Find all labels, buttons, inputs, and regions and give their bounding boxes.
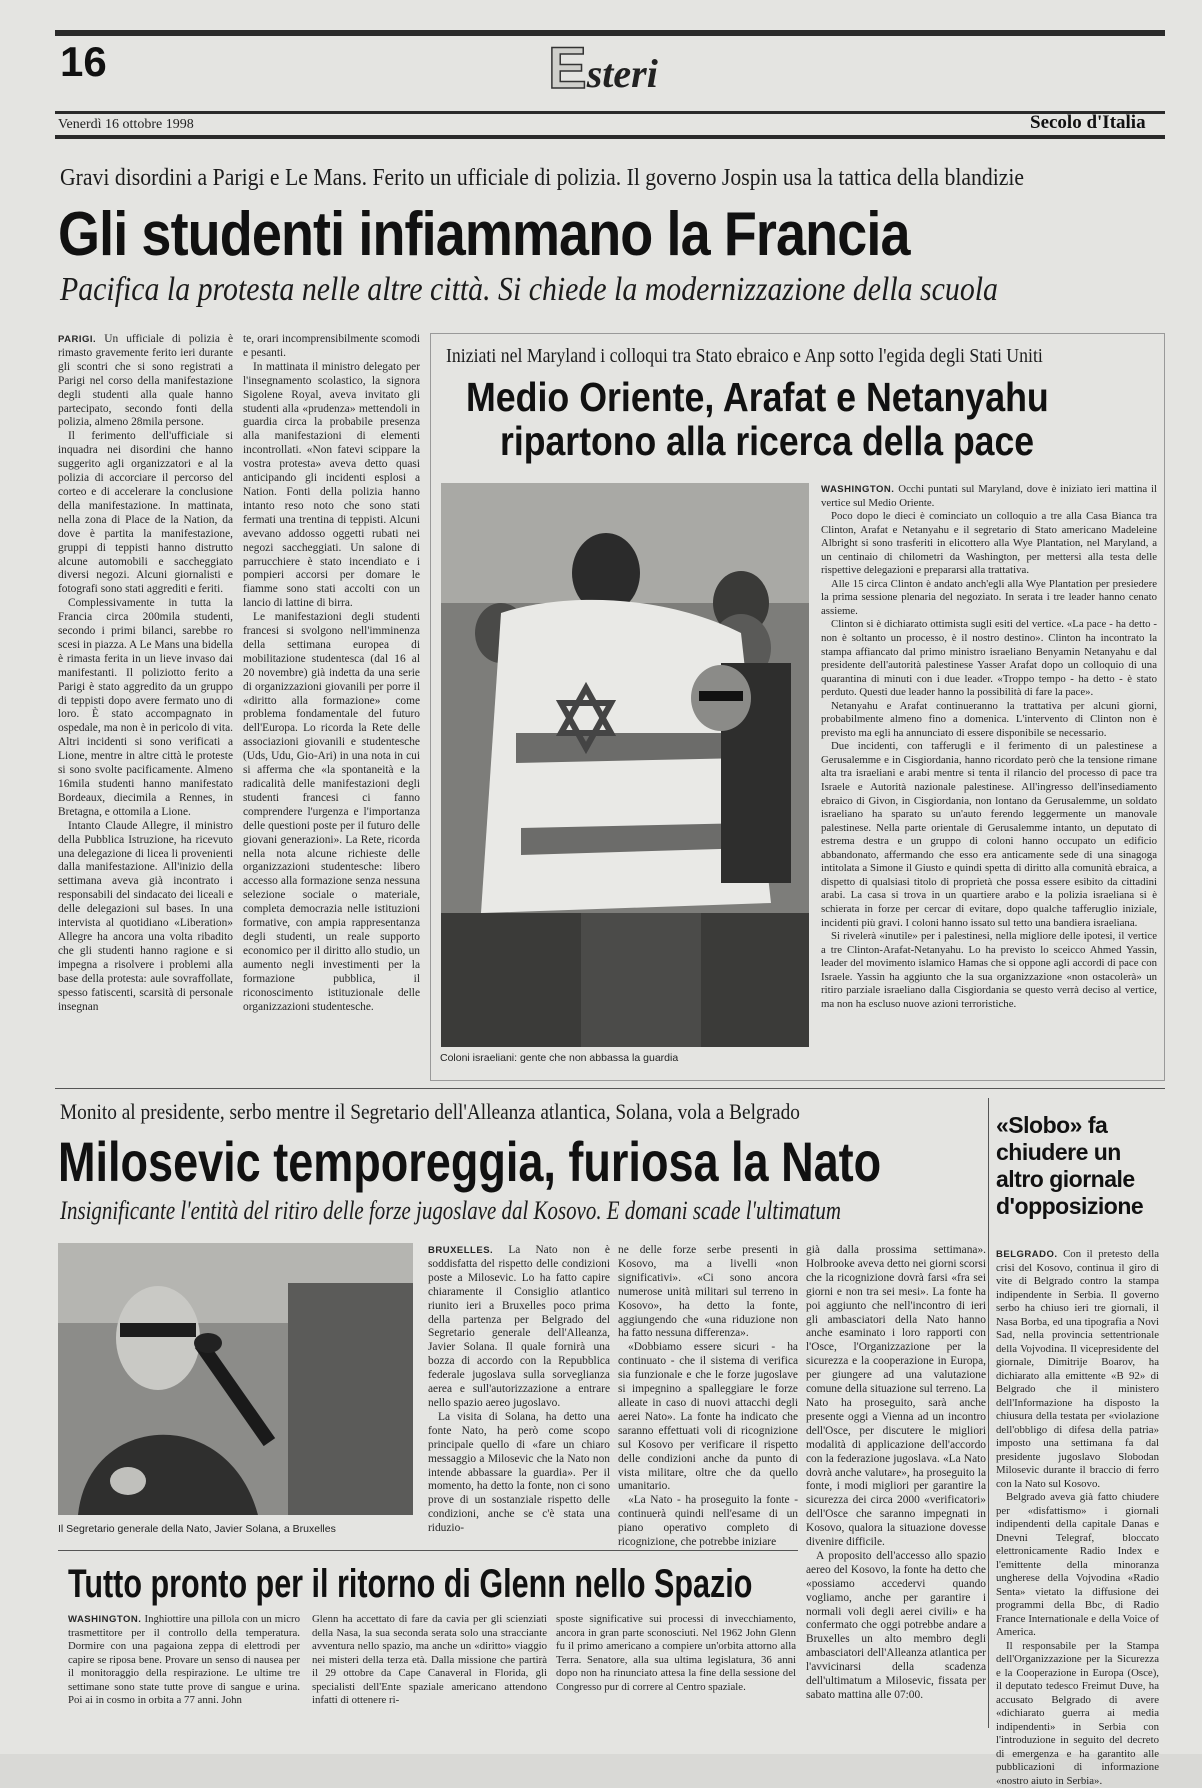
slobo-paragraph: Con il pretesto della crisi del Kosovo, continua il giro di vite di Belgrado contro la stampa indipendente in Serbia. Il governo serbo ha chiuso ieri tre giornali, il Nasa Borba, ed una tipografia a Novi Sad, nella provincia settentrionale della Vojvodina. Il vicepresidente del giornale, Dimitrije Boarov, ha dichiarato alla emittente «B 92» di Belgrado che il ministero dell'Informazione ha disposto la chiusura della testata per «violazione dell'obbligo di difesa della patria» imposto una settimana fa dal presidente jugoslavo Slobodan Milosevic durante il braccio di ferro con la Nato sul Kosovo. — [996, 1248, 1159, 1490]
top-rule — [55, 30, 1165, 36]
lead-dateline: PARIGI. — [58, 334, 96, 345]
issue-date: Venerdì 16 ottobre 1998 — [58, 117, 194, 133]
lead-paragraph: Il ferimento dell'ufficiale si inquadra nei disordini che hanno suggerito agli organizzatori e al la polizia di accorciare il percorso del corteo e di accelerare la conclusione della manifestazione. In mattinata, nella zona di Place de la Nation, da dove è partita la manifestazione, gruppi di teppisti hanno distrutto alcune automobili e saccheggiato diversi negozi. Alcuni giornalisti e fotografi sono stati aggrediti e feriti. — [58, 430, 233, 597]
nato-paragraph: La visita di Solana, ha detto una fonte Nato, ha però come scopo principale quello di «fare un chiaro messaggio a Milosevic che la Nato non intende abbassare la guardia». Per il momento, ha detto la fonte, non ci sono prove di un sostanziale rispetto delle condizioni, anche se c'è stata una riduzio- — [428, 1411, 610, 1536]
section-title — [548, 40, 658, 98]
mideast-headline-1: Medio Oriente, Arafat e Netanyahu — [466, 374, 1049, 421]
mideast-kicker: Iniziati nel Maryland i colloqui tra Stato ebraico e Anp sotto l'egida degli Stati Uniti — [446, 345, 1043, 368]
mideast-paragraph: Netanyahu e Arafat continueranno la trattativa per alcuni giorni, probabilmente almeno fino a domenica. L'intervento di Clinton non è previsto ma egli ha annunciato di essere disponibile se necessario. — [821, 700, 1157, 741]
mideast-paragraph: Alle 15 circa Clinton è andato anch'egli alla Wye Plantation per presiedere la prima sessione plenaria del negoziato. In serata i tre leader hanno cenato assieme. — [821, 578, 1157, 619]
nato-headline: Milosevic temporeggia, furiosa la Nato — [58, 1129, 881, 1194]
slobo-headline: «Slobo» fa chiudere un altro giornale d'opposizione — [996, 1112, 1164, 1220]
page-number: 16 — [60, 38, 107, 86]
slobo-body — [996, 1248, 1159, 1728]
mideast-paragraph: Due incidenti, con tafferugli e il ferimento di un palestinese a Gerusalemme e in Cisgiordania, hanno ricordato però che la tensione rimane alta tra israeliani e arabi mentre si tenta il rilancio del processo di pace tra Israele e Autorità nazionale palestinese. All'ingresso dell'insediamento ebraico di Givon, in Cisgiordania, non lontano da Gerusalemme, un soldato israeliano ha sparato su un'auto ferendo leggermente un manovale palestinese. Nella parte orientale di Gerusalemme intanto, un deputato di estrema destra e un gruppo di coloni hanno occupato un edificio abbandonato, affermando che esso era anticamente sede di una sinagoga intitolata a Simone il Giusto e quindi spetta di diritto alla comunità ebraica, a dispetto di qualsiasi titolo di proprietà che possa essere esibito da cittadini arabi. La casa si trova in un quartiere arabo e la polizia israeliana si è schierata in forze per cercar di evitare, dopo qualche tafferuglio iniziale, incidenti più gravi. I coloni hanno issato sul tetto una bandiera israeliana. — [821, 740, 1157, 930]
glenn-column-2 — [312, 1613, 547, 1721]
section-rest: steri — [587, 51, 658, 96]
nato-subhead: Insignificante l'entità del ritiro delle forze jugoslave dal Kosovo. E domani scade l'ultimatum — [60, 1195, 841, 1226]
mideast-paragraph: Occhi puntati sul Maryland, dove è iniziato ieri mattina il vertice sul Medio Oriente. — [821, 483, 1157, 509]
mideast-paragraph: Clinton si è dichiarato ottimista sugli esiti del vertice. «La pace - ha detto - non è soltanto un processo, è il nostro destino». Clinton ha incontrato la stampa affiancato dal primo ministro israeliano Benyamin Netanyahu e dal presidente dell'autorità palestinese Yasser Arafat dopo un colloquio di una quarantina di minuti con i due leader. «Troppo tempo - ha detto - è stato perduto. Questi due leader hanno la possibilità di fare la pace». — [821, 618, 1157, 699]
sidebar-divider — [988, 1098, 989, 1728]
lead-paragraph: Le manifestazioni degli studenti francesi si svolgono nell'imminenza della settimana europea di mobilitazione studentesca (dal 16 al 20 novembre) già indetta da una serie di organizzazioni giovanili per porre il «diritto alla formazione» come problema fondamentale del futuro dell'Europa. Lo ricorda la Rete delle associazioni giovanili e studentesche (Uds, Udu, Gio-Ari) in una nota in cui si afferma che «la spontaneità e la radicalità delle manifestazioni degli studenti francesi ci fanno comprendere l'urgenza e l'importanza delle questioni poste per il futuro delle giovani generazioni». La Rete, ricorda nella nota alcune richieste delle organizzazioni studentesche: libero accesso alla formazione senza nessuna selezione sociale o materiale, completa democrazia nelle istituzioni formative, con ampia rappresentanza degli studenti, un reale supporto economico per il diritto allo studio, un aumento negli investimenti per la formazione pubblica, il riconoscimento istituzionale delle organizzazioni studentesche. — [243, 611, 420, 1014]
date-rule — [55, 135, 1165, 139]
mideast-dateline: WASHINGTON. — [821, 484, 894, 495]
nato-paragraph: La Nato non è soddisfatta del rispetto delle condizioni poste a Milosevic. Lo ha fatto capire chiaramente il Consiglio atlantico riunito ieri a Bruxelles poco prima della partenza per Belgrado del Segretario generale dell'Alleanza, Javier Solana. Il quale fornirà una bozza di accordo con la Repubblica federale jugoslava sulla sorveglianza aerea e sull'autorizzazione a entrare nello spazio aereo jugoslavo. — [428, 1244, 610, 1409]
nato-dateline: BRUXELLES. — [428, 1245, 493, 1256]
lead-column-1 — [58, 333, 233, 1075]
slobo-paragraph: Belgrado aveva già fatto chiudere per «disfattismo» i giornali indipendenti della capitale Danas e Dnevni Telegraf, bloccato elettronicamente Radio Index e l'emittente della minoranza ungherese della Vojvodina «Radio Senta» vietato la diffusione dei programmi della Bbc, di Radio France Internationale e della Voice of America. — [996, 1491, 1159, 1640]
mideast-paragraph: Poco dopo le dieci è cominciato un colloquio a tre alla Casa Bianca tra Clinton, Arafat e Netanyahu e il segretario di Stato americano Madeleine Albright si sono trasferiti in elicottero alla Wye Plantation, nel Maryland, a un centinaio di chilometri da Washington, per mettersi alla testa delle rispettive delegazioni e prepararsi alla trattativa. — [821, 510, 1157, 578]
lead-column-2 — [243, 333, 420, 1075]
lead-paragraph: In mattinata il ministro delegato per l'insegnamento scolastico, la signora Sigolene Royal, aveva invitato gli studenti alla «prudenza» mettendoli in guardia circa la probabile presenza alla manifestazioni di elementi incontrollati. «Non fatevi scippare la vostra protesta» aveva detto quasi anticipando gli incidenti esplosi a Nation. Fonti della polizia hanno intanto reso noto che sono stati fermati una trentina di teppisti. Alcuni avevano addosso oggetti rubati nei negozi saccheggiati. Un salone di parrucchiere è stato incendiato e i pompieri accorsi per domare le fiamme sono stati accolti con un lancio di lattine di birra. — [243, 361, 420, 611]
glenn-paragraph: Glenn ha accettato di fare da cavia per gli scienziati della Nasa, la sua seconda serata solo una stracciante avventura nello spazio, ma anche un «diritto» viaggio nei misteri della terza età. Dalla missione che partirà il 29 ottobre da Cape Canaveral in Florida, gli specialisti dell'Ente spaziale americano attendono infatti di ottenere ri- — [312, 1613, 547, 1708]
lead-paragraph: Complessivamente in tutta la Francia circa 200mila studenti, secondo i primi bilanci, sarebbe ro scesi in piazza. A Le Mans una bidella è rimasta ferita in un lieve invaso dai manifestanti. Il poliziotto ferito a Parigi è stato aggredito da un gruppo di teppisti dopo avere fermato uno di loro. È stato accompagnato in ospedale, ma non è in pericolo di vita. Altri incidenti si sono verificati a Lione, mentre in altre città le proteste si sono svolte pacificamente. Almeno 16mila studenti hanno manifestato Bordeaux, diecimila a Rennes, in Bretagna, e ottomila a Lione. — [58, 597, 233, 820]
glenn-headline: Tutto pronto per il ritorno di Glenn nello Spazio — [68, 1562, 752, 1607]
nato-column-3 — [806, 1244, 986, 1726]
lead-paragraph: te, orari incomprensibilmente scomodi e pesanti. — [243, 333, 420, 361]
mideast-photo-caption: Coloni israeliani: gente che non abbassa la guardia — [440, 1052, 678, 1064]
mideast-headline-2: ripartono alla ricerca della pace — [500, 418, 1034, 465]
lead-paragraph: Un ufficiale di polizia è rimasto gravemente ferito ieri durante gli scontri che si sono registrati a Parigi nel corso della manifestazione degli studenti alla quale hanno partecipato, secondo fonti della polizia, almeno 28mila persone. — [58, 333, 233, 428]
slobo-dateline: BELGRADO. — [996, 1249, 1058, 1260]
mideast-paragraph: Si rivelerà «inutile» per i palestinesi, nella migliore delle ipotesi, il vertice a tre Clinton-Arafat-Netanyahu. Lo ha previsto lo sceicco Ahmed Yassin, leader del movimento islamico Hamas che si oppone agli accordi di pace con Israele. Yassin ha aggiunto che la sua organizzazione «non ostacolerà» un ritiro parziale israeliano dalla Cisgiordania se questo verrà deciso al vertice, ma non ha escluso nuove azioni terroristiche. — [821, 930, 1157, 1011]
nato-column-2 — [618, 1244, 798, 1544]
mideast-body — [821, 483, 1157, 1073]
section-divider — [55, 1088, 1165, 1089]
lead-paragraph: Intanto Claude Allegre, il ministro della Pubblica Istruzione, ha ricevuto una delegazione di licea li provenienti dalla manifestazione. All'inizio della settimana aveva già incontrato i responsabili del sindacato dei liceali e delle delegazioni sul bases. In una intervista al quotidiano «Liberation» Allegre ha ancora una volta ribadito che gli studenti hanno ragione e si impegna a risolvere i problemi alla base della protesta: aule sovraffollate, spesso fatiscenti, scarsità di personale insegnan — [58, 820, 233, 1015]
nato-paragraph: «La Nato - ha proseguito la fonte - continuerà quindi nell'esame di un piano operativo completo di ricognizione, che potrebbe iniziare — [618, 1494, 798, 1550]
nato-photo-caption: Il Segretario generale della Nato, Javier Solana, a Bruxelles — [58, 1523, 336, 1535]
glenn-column-1 — [68, 1613, 300, 1721]
lead-headline: Gli studenti infiammano la Francia — [58, 199, 910, 270]
nato-paragraph: ne delle forze serbe presenti in Kosovo, ma a livelli «non significativi». «Ci sono ancora numerose unità militari sul terreno in Kosovo», ha detto la fonte, aggiungendo che «una riduzione non ha fatto nessuna differenza». — [618, 1244, 798, 1341]
nato-paragraph: A proposito dell'accesso allo spazio aereo del Kosovo, la fonte ha detto che «possiamo accedervi quando vogliamo, anche per garantire i normali voli degli aerei civili» e ha confermato che oggi potrebbe andare a Bruxelles un alto membro degli ambasciatori dell'Alleanza atlantica per l'avvicinarsi della scadenza dell'ultimatum a Milosevic, fissata per sabato mattina alle 07:00. — [806, 1550, 986, 1703]
mideast-photo — [441, 483, 809, 1047]
nato-kicker: Monito al presidente, serbo mentre il Segretario dell'Alleanza atlantica, Solana, vola a Belgrado — [60, 1099, 800, 1125]
glenn-divider — [58, 1550, 798, 1551]
solana-image — [58, 1243, 413, 1515]
glenn-paragraph: Inghiottire una pillola con un micro trasmettitore per il controllo della temperatura. Dormire con una pagaiona zeppa di elettrodi per capire se riposa bene. Provare un senso di nausea per il monitoraggio della respirazione. Le ultime tre settimane sono state tutte prove di sangue e urina. Poi ai in cosmo in orbita a 77 anni. John — [68, 1613, 300, 1706]
lead-kicker: Gravi disordini a Parigi e Le Mans. Ferito un ufficiale di polizia. Il governo Jospin usa la tattica della blandizie — [60, 165, 1024, 192]
section-initial: E — [548, 36, 587, 101]
masthead: Secolo d'Italia — [1030, 112, 1146, 134]
glenn-paragraph: sposte significative sui processi di invecchiamento, ancora in gran parte sconosciuti. Nel 1962 John Glenn fu il primo americano a compiere un'orbita attorno alla Terra. Senatore, alla sua ultima legislatura, 36 anni dopo non ha rinunciato attesa la fine della sessione del Congresso pur di correre al Centro spaziale. — [556, 1613, 796, 1694]
nato-photo — [58, 1243, 413, 1515]
nato-column-1 — [428, 1244, 610, 1544]
glenn-column-3 — [556, 1613, 796, 1721]
slobo-paragraph: Il responsabile per la Stampa dell'Organizzazione per la Sicurezza e la Cooperazione in Europa (Osce), il deputato tedesco Freimut Duve, ha accusato Belgrado di avere «dichiarato guerra ai media indipendenti» in Serbia con l'introduzione in seguito del decreto di emergenza e ha garantito alle pubblicazioni di informazione «nostro aiuto in Serbia». — [996, 1640, 1159, 1788]
lead-subhead: Pacifica la protesta nelle altre città. Si chiede la modernizzazione della scuola — [60, 271, 998, 309]
settlers-hug-image — [441, 483, 809, 1047]
nato-paragraph: già dalla prossima settimana». Holbrooke aveva detto nei giorni scorsi che la ricognizione dovrà farsi «fra sei giorni e non tra sei mesi». La fonte ha poi aggiunto che nell'incontro di ieri gli ambasciatori della Nato hanno anche esaminato i loro rapporti con l'Osce, l'Organizzazione per la sicurezza e la cooperazione in Europa, per giungere ad una valutazione comune della situazione sul terreno. La Nato ha proseguito, sarà anche presente oggi a Vienna ad un incontro dell'Osce, per discutere le migliori modalità di applicazione dell'accordo con la federazione jugoslava. «La Nato dovrà anche valutare», ha proseguito la fonte, i modi migliori per garantire la sicurezza dei circa 2000 «verificatori» dell'Osce che saranno impegnati in Kosovo, qualora la situazione dovesse divenire difficile. — [806, 1244, 986, 1550]
glenn-dateline: WASHINGTON. — [68, 1614, 141, 1625]
nato-paragraph: «Dobbiamo essere sicuri - ha continuato - che il sistema di verifica sia funzionale e che le forze jugoslave si impegnino a spalleggiare le forze alleate in caso di nuovi attacchi degli aerei Nato». La fonte ha indicato che saranno effettuati voli di ricognizione sul Kosovo per verificare il rispetto delle condizioni anche da punto di vista militare, oltre che da quello umanitario. — [618, 1341, 798, 1494]
header-rule — [55, 111, 1165, 114]
